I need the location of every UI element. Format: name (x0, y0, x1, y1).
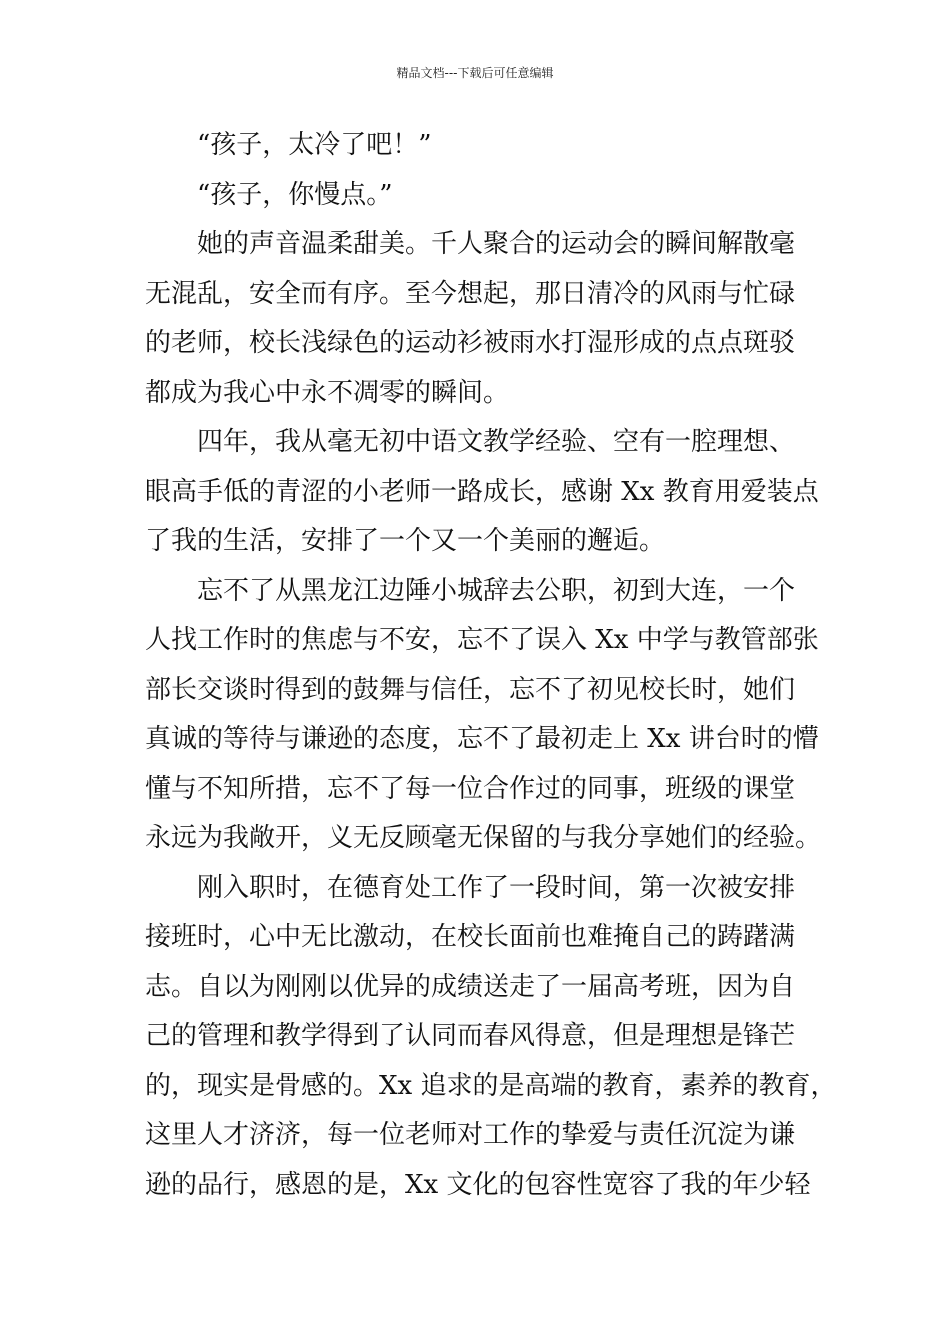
paragraph (145, 423, 827, 572)
text-line: 懂与不知所措，忘不了每一位合作过的同事，班级的课堂 (145, 773, 796, 804)
text-line: 的老师，校长浅绿色的运动衫被雨水打湿形成的点点斑驳 (145, 328, 796, 358)
text-line: “孩子，你慢点。” (197, 179, 393, 210)
paragraph (145, 176, 827, 226)
text-line: 忘不了从黑龙江边陲小城辞去公职，初到大连，一个 (197, 575, 796, 606)
text-line: 部长交谈时得到的鼓舞与信任，忘不了初见校长时，她们 (145, 674, 796, 705)
text-line: 己的管理和教学得到了认同而春风得意，但是理想是锋芒 (145, 1021, 796, 1051)
text-line: 永远为我敞开，义无反顾毫无保留的与我分享她们的经验。 (145, 823, 822, 853)
text-line: 无混乱，安全而有序。至今想起，那日清冷的风雨与忙碌 (145, 278, 796, 309)
text-line: 四年，我从毫无初中语文教学经验、空有一腔理想、 (197, 427, 796, 457)
text-line: 了我的生活，安排了一个又一个美丽的邂逅。 (145, 526, 666, 556)
text-line: “孩子，太冷了吧！” (197, 130, 432, 160)
page-header: 精品文档---下载后可任意编辑 (396, 66, 554, 80)
text-line: 都成为我心中永不凋零的瞬间。 (145, 377, 510, 408)
text-line: 刚入职时，在德育处工作了一段时间，第一次被安排 (197, 872, 796, 903)
paragraph (145, 572, 827, 869)
paragraph (145, 869, 837, 1216)
text-line: 这里人才济济，每一位老师对工作的挚爱与责任沉淀为谦 (145, 1120, 796, 1150)
paragraph (145, 126, 827, 176)
text-line: 志。自以为刚刚以优异的成绩送走了一届高考班，因为自 (145, 971, 796, 1002)
paragraph (145, 225, 827, 423)
text-line: 的，现实是骨感的。Xx 追求的是高端的教育，素养的教育， (145, 1070, 837, 1101)
text-line: 眼高手低的青涩的小老师一路成长，感谢 Xx 教育用爱装点 (145, 476, 819, 507)
document-body (145, 126, 837, 1215)
text-line: 真诚的等待与谦逊的态度，忘不了最初走上 Xx 讲台时的懵 (145, 724, 819, 754)
text-line: 逊的品行，感恩的是，Xx 文化的包容性宽容了我的年少轻 (145, 1169, 811, 1200)
text-line: 她的声音温柔甜美。千人聚合的运动会的瞬间解散毫 (197, 229, 796, 259)
text-line: 接班时，心中无比激动，在校长面前也难掩自己的踌躇满 (145, 922, 796, 952)
text-line: 人找工作时的焦虑与不安，忘不了误入 Xx 中学与教管部张 (145, 625, 819, 655)
